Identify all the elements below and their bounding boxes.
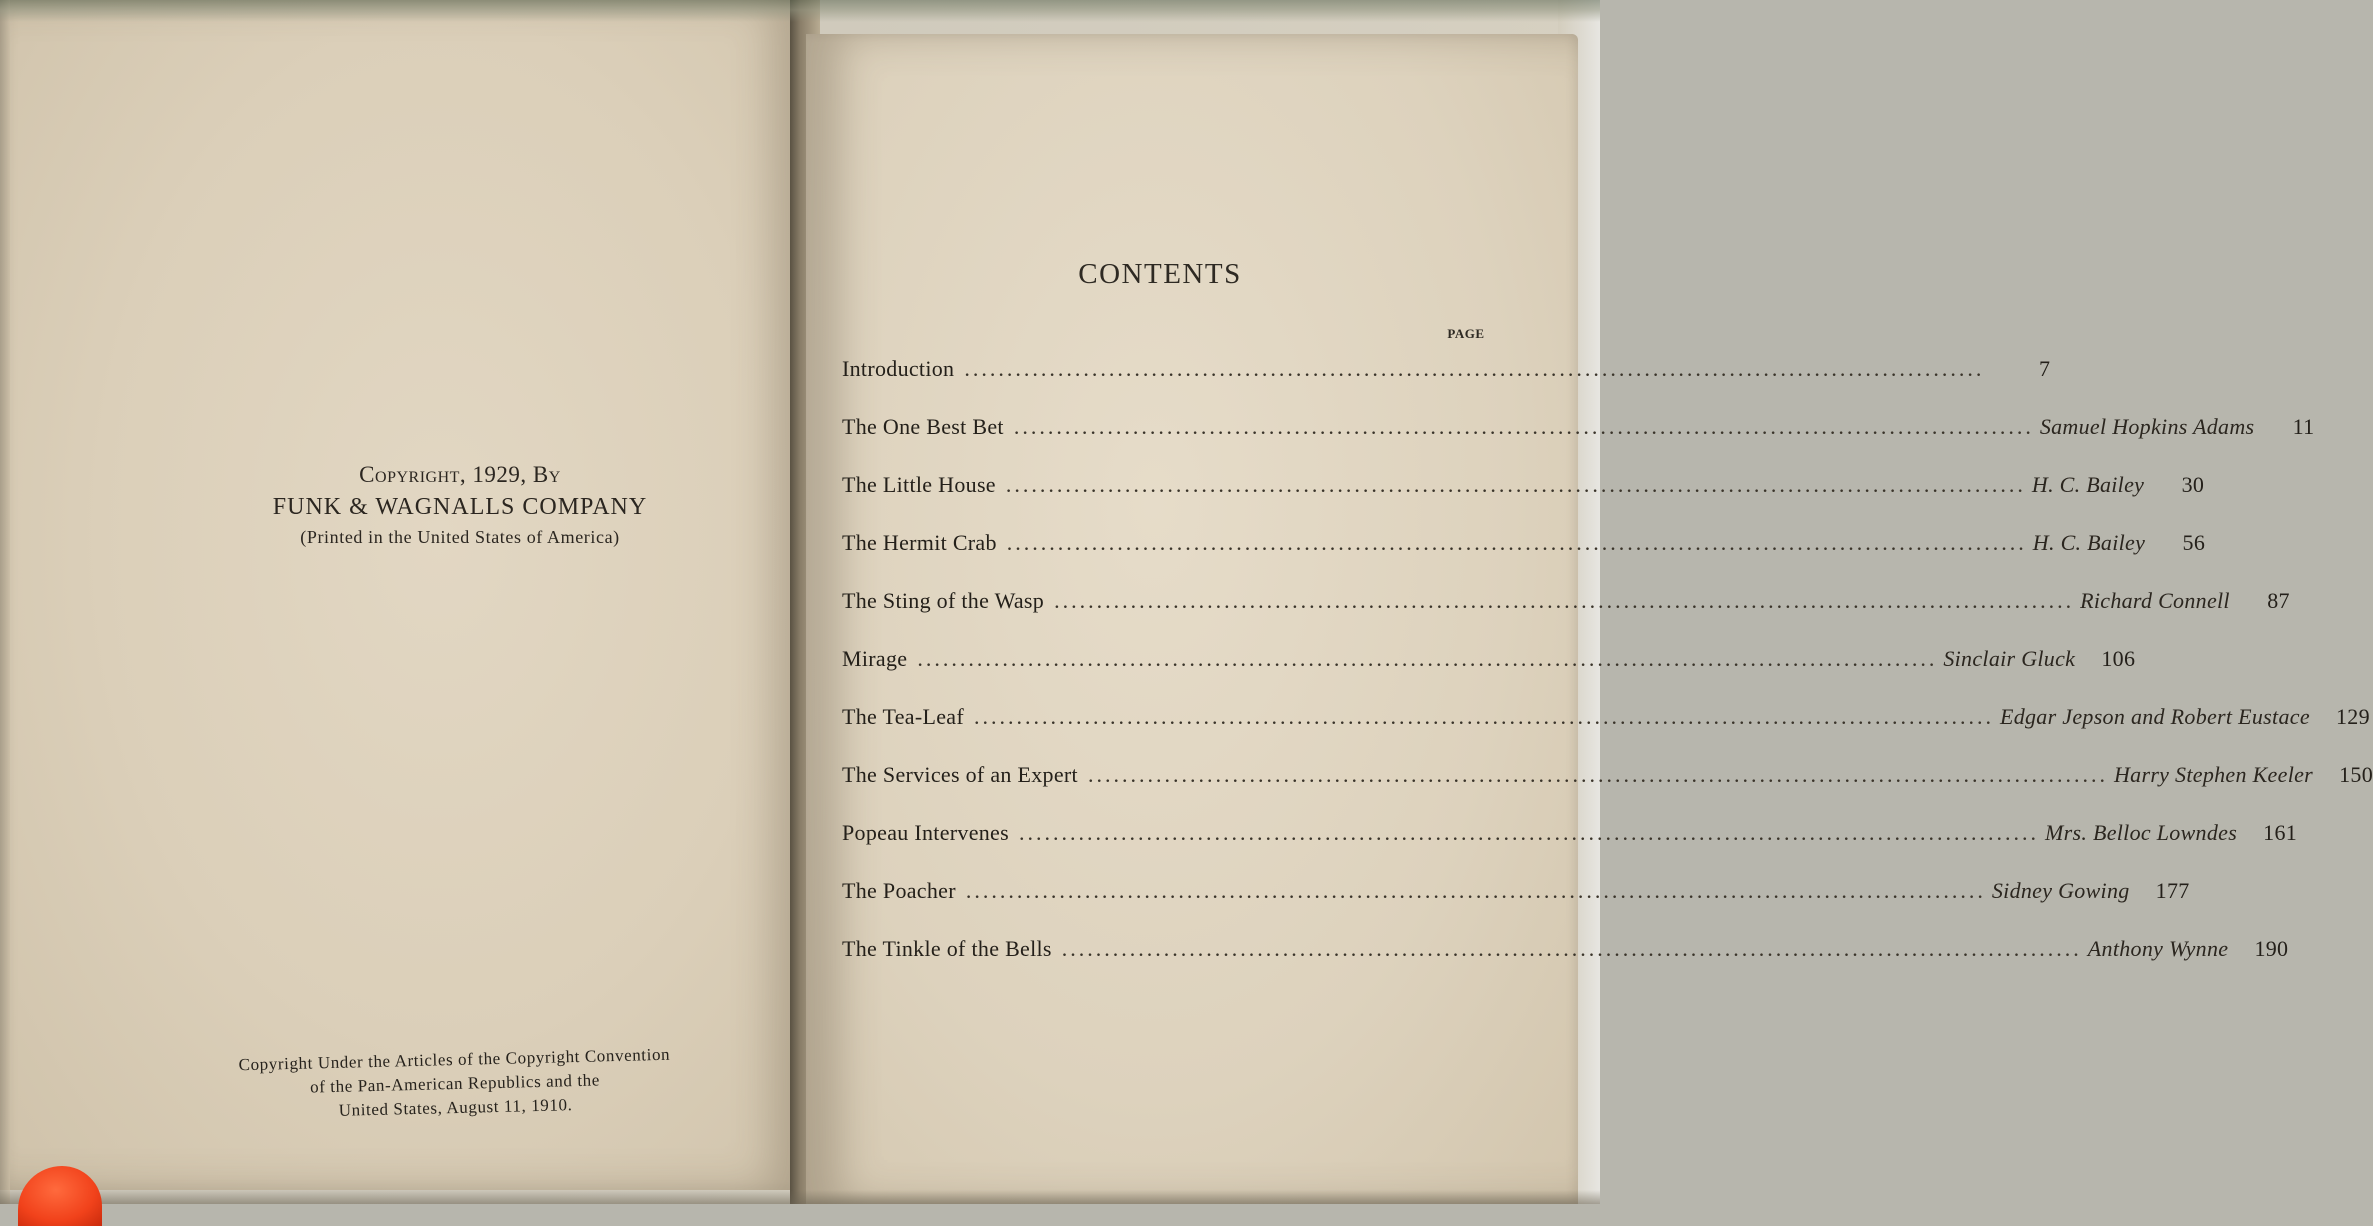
convention-line: Copyright Under the Articles of the Copyright Convention — [238, 1044, 671, 1075]
printed-note: (Printed in the United States of America) — [300, 527, 620, 547]
copyright-block — [200, 462, 720, 548]
copyright-convention-note — [159, 1041, 751, 1127]
page-column-label: PAGE — [1447, 326, 1485, 341]
toc-leader-dots: ........................................................................................................................ — [965, 878, 1986, 903]
toc-entry-page: 106 — [2101, 646, 2136, 671]
toc-entry-author: Mrs. Belloc Lowndes — [2045, 820, 2238, 845]
toc-entry-page: 87 — [2267, 588, 2290, 613]
toc-entry-author: Harry Stephen Keeler — [2113, 762, 2314, 787]
toc-entry-author: Samuel Hopkins Adams — [2039, 414, 2255, 439]
toc-leader-dots: ........................................................................................................................ — [1054, 588, 2075, 613]
toc-entry-title: The Services of an Expert — [842, 762, 1078, 787]
toc-entry-author: Richard Connell — [2080, 588, 2230, 613]
toc-leader-dots: ........................................................................................................................ — [1005, 472, 2026, 497]
toc-entry-page: 7 — [2039, 356, 2051, 381]
publisher-name: FUNK & WAGNALLS COMPANY — [272, 494, 648, 520]
toc-entry-page: 150 — [2339, 762, 2373, 787]
toc-entry-title: Popeau Intervenes — [842, 820, 1009, 845]
toc-entry-author: H. C. Bailey — [2032, 530, 2146, 555]
copyright-line: Copyright, 1929, By — [359, 462, 561, 487]
toc-entry — [842, 588, 2290, 646]
toc-entry — [842, 878, 2190, 936]
toc-entry — [842, 472, 2205, 530]
toc-entry-author: Edgar Jepson and Robert Eustace — [1999, 704, 2310, 729]
toc-entry — [842, 936, 2289, 994]
contents-heading: CONTENTS — [1078, 258, 1242, 290]
toc-entry-page: 56 — [2182, 530, 2206, 555]
toc-entry-author: H. C. Bailey — [2031, 472, 2145, 497]
toc-entry-title: The Little House — [842, 472, 996, 497]
toc-entry-page: 161 — [2263, 820, 2298, 845]
toc-entry-author: Sidney Gowing — [1991, 878, 2130, 903]
toc-entry-page: 129 — [2335, 704, 2370, 729]
toc-leader-dots: ........................................................................................................................ — [1013, 414, 2034, 439]
toc-entry-page: 30 — [2181, 472, 2205, 497]
bottom-shadow — [0, 1190, 1600, 1204]
toc-leader-dots: ........................................................................................................................ — [1087, 762, 2108, 787]
toc-entry-title: The Poacher — [842, 878, 956, 903]
toc-entry-title: The Hermit Crab — [842, 530, 997, 555]
convention-line: United States, August 11, 1910. — [338, 1095, 573, 1120]
toc-leader-dots: ........................................................................................................................ — [1019, 820, 2039, 845]
book-cover-edge — [0, 0, 1600, 22]
toc-leader-dots: ........................................................................................................................ — [1061, 936, 2082, 961]
toc-leader-dots: ........................................................................................................................ — [917, 646, 1938, 671]
toc-entry-page: 190 — [2254, 936, 2289, 961]
toc-leader-dots: ........................................................................................................................ — [1006, 530, 2027, 555]
toc-entry — [842, 820, 2298, 878]
toc-entry — [842, 414, 2315, 472]
toc-entry — [842, 356, 2051, 414]
toc-entry — [842, 530, 2206, 588]
toc-leader-dots: ........................................................................................................................ — [973, 704, 1994, 729]
toc-entry-title: The Tea-Leaf — [842, 704, 964, 729]
toc-entry — [842, 646, 2136, 704]
toc-entry-page: 11 — [2292, 414, 2315, 439]
toc-entry-title: Introduction — [842, 356, 955, 381]
toc-entry-author: Sinclair Gluck — [1943, 646, 2076, 671]
left-page-edge — [0, 0, 10, 1204]
toc-entry — [842, 704, 2370, 762]
toc-entry-title: The One Best Bet — [842, 414, 1004, 439]
convention-line: of the Pan-American Republics and the — [309, 1070, 601, 1097]
toc-entry-title: Mirage — [842, 646, 908, 671]
toc-leader-dots: ........................................................................................................................ — [964, 356, 1985, 381]
toc-entry — [842, 762, 2373, 820]
left-page — [0, 0, 800, 1190]
toc-entry-title: The Tinkle of the Bells — [842, 936, 1052, 961]
toc-entry-author: Anthony Wynne — [2087, 936, 2229, 961]
toc-entry-page: 177 — [2155, 878, 2190, 903]
table-of-contents — [842, 356, 2373, 994]
toc-entry-title: The Sting of the Wasp — [842, 588, 1045, 613]
